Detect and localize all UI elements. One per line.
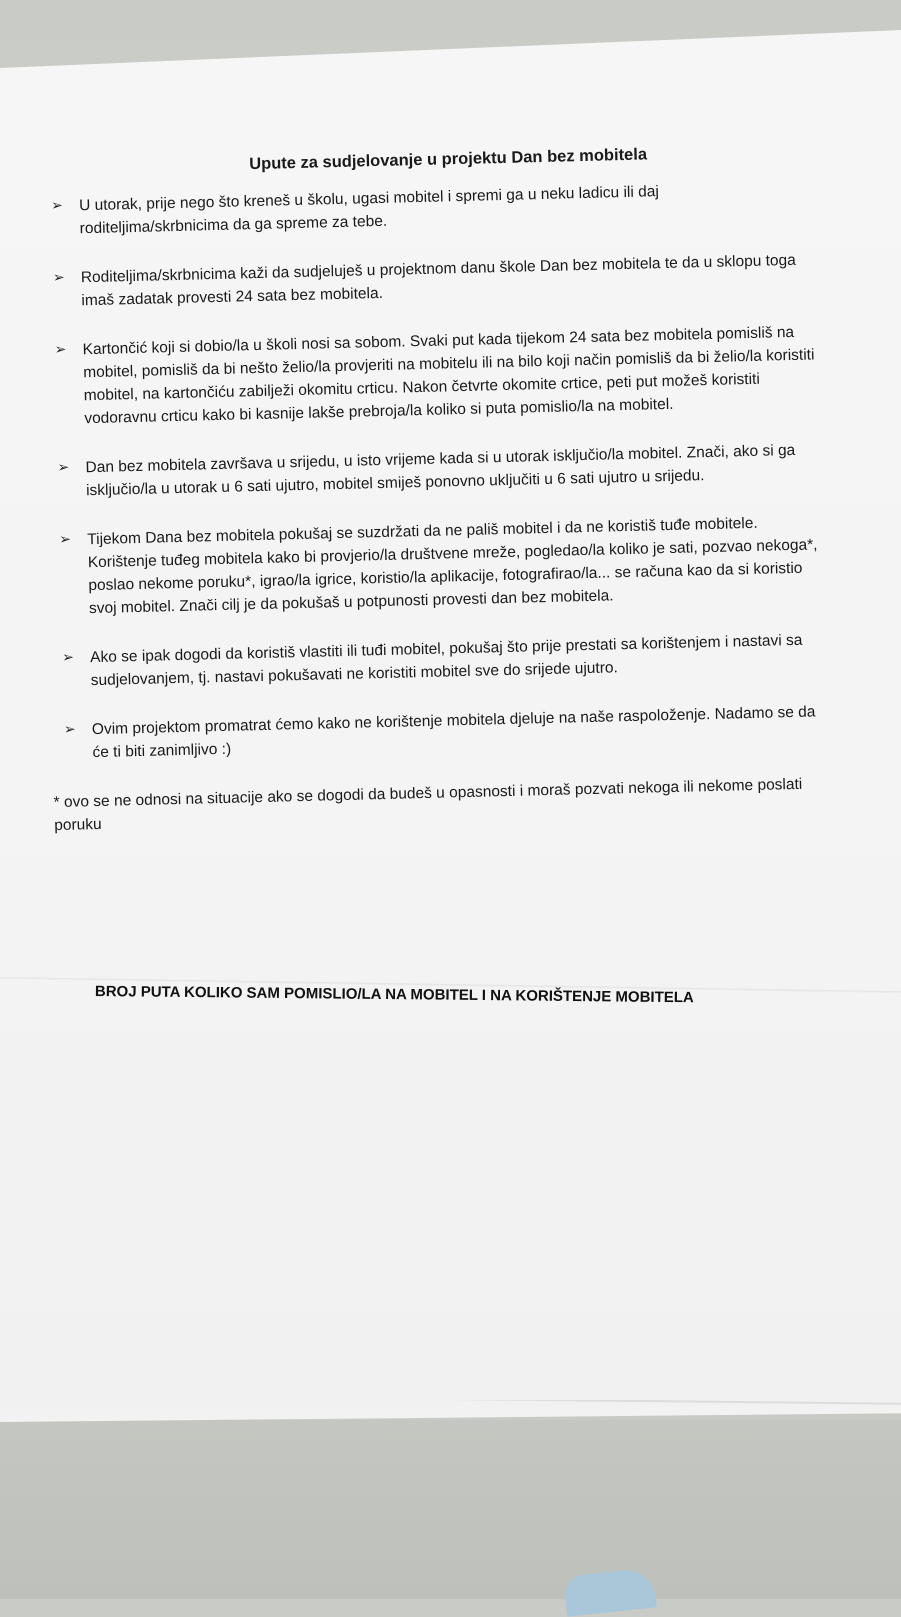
instruction-item-4: [57, 438, 818, 503]
footnote: * ovo se ne odnosi na situacije ako se dogodi da budeš u opasnosti i moraš pozvati nekoga ili nekome poslati poruku: [53, 775, 803, 835]
instructions-block: [50, 141, 826, 836]
instruction-item-5: [59, 510, 821, 621]
tally-section-title: BROJ PUTA KOLIKO SAM POMISLIO/LA NA MOBITEL I NA KORIŠTENJE MOBITELA: [94, 983, 694, 1007]
document-title: Upute za sudjelovanje u projektu Dan bez mobitela: [248, 145, 648, 174]
instruction-text: Tijekom Dana bez mobitela pokušaj se suzdržati da ne pališ mobitel i da ne koristiš tuđe mobitele. Korištenje tuđeg mobitela kako bi provjerio/la društvene mreže, pogledao/la koliko je sati, pozvao nekoga*, poslao nekome poruku*, igrao/la igrice, koristio/la aplikacije, fotografirao/la... se računa kao da si koristio svoj mobitel. Znači cilj je da pokušaš u potpunosti provesti dan bez mobitela.: [87, 514, 818, 618]
instruction-text: Kartončić koji si dobio/la u školi nosi sa sobom. Svaki put kada tijekom 24 sata bez mobitela pomisliš na mobitel, pomisliš da bi nešto želio/la provjeriti na mobitelu ili na bilo koji način pomisliš da bi želio/la koristiti mobitel, na kartončiću zabilježi okomitu crticu. Nakon četvrte okomite crtice, peti put možeš koristiti vodoravnu crticu kako bi kasnije lakše prebroja/la koliko si puta pomislio/la na mobitel.: [82, 323, 815, 428]
instruction-text: Ako se ipak dogodi da koristiš vlastiti ili tuđi mobitel, pokušaj što prije prestati sa korištenjem i nastavi sa sudjelovanjem, tj. nastavi pokušavati ne koristiti mobitel sve do srijede ujutro.: [89, 631, 803, 690]
instruction-item-6: [62, 628, 823, 693]
arrow-bullet-icon: ➢: [57, 458, 70, 475]
instruction-text: Dan bez mobitela završava u srijedu, u isto vrijeme kada si u utorak isključio/la mobitel. Znači, ako si ga isključio/la u utorak u 6 sati ujutro, mobitel smiješ ponovno uključiti u 6 sati ujutro u srijedu.: [85, 441, 796, 500]
arrow-bullet-icon: ➢: [52, 268, 65, 285]
instruction-item-3: [54, 320, 816, 431]
arrow-bullet-icon: ➢: [61, 648, 75, 665]
instruction-item-7: [64, 700, 825, 765]
arrow-bullet-icon: ➢: [50, 196, 64, 213]
arrow-bullet-icon: ➢: [63, 720, 76, 737]
instruction-item-2: [53, 248, 814, 313]
arrow-bullet-icon: ➢: [54, 340, 67, 357]
instruction-item-1: [51, 176, 812, 241]
instruction-text: Roditeljima/skrbnicima kaži da sudjeluješ u projektnom danu škole Dan bez mobitela te da u sklopu toga imaš zadatak provesti 24 sata bez mobitela.: [80, 251, 797, 310]
table-surface: [0, 1420, 901, 1599]
instruction-text: Ovim projektom promatrat ćemo kako ne korištenje mobitela djeluje na naše raspoloženje. Nadamo se da će ti biti zanimljivo :): [91, 703, 816, 762]
arrow-bullet-icon: ➢: [59, 530, 72, 547]
instruction-text: U utorak, prije nego što kreneš u školu, ugasi mobitel i spremi ga u neku ladicu ili daj roditeljima/skrbnicima da ga spreme za tebe.: [78, 183, 659, 238]
